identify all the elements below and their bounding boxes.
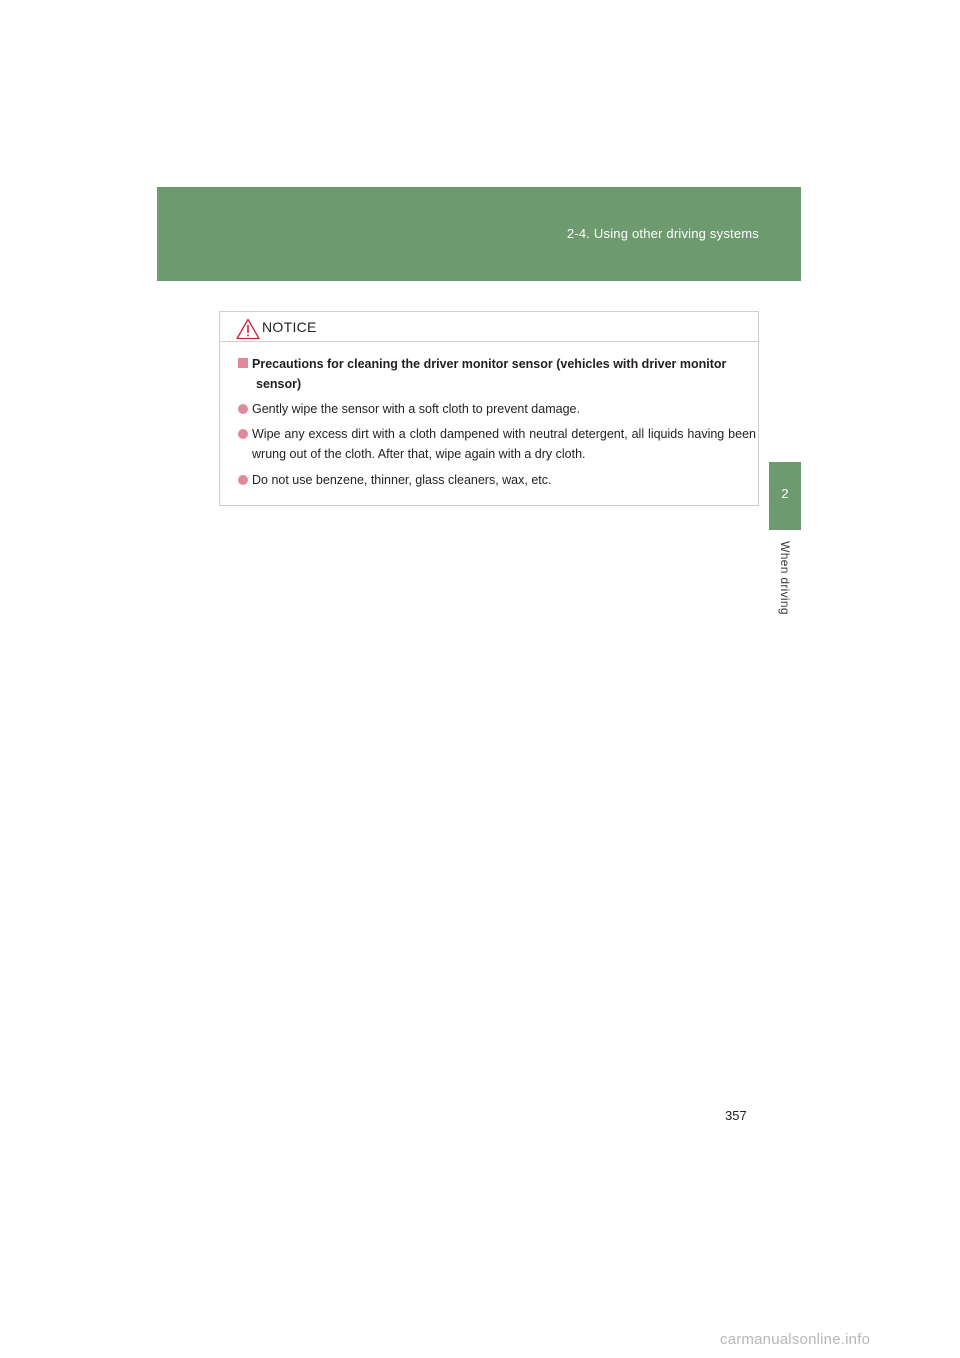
- header-band: [157, 187, 801, 281]
- watermark: carmanualsonline.info: [720, 1331, 871, 1348]
- chapter-tab: [769, 462, 801, 530]
- notice-label: NOTICE: [262, 319, 317, 335]
- notice-box: [219, 311, 759, 506]
- section-title-line1: Precautions for cleaning the driver monitor sensor (vehicles with driver monitor: [252, 357, 727, 371]
- bullet-dot-icon: [238, 404, 248, 414]
- section-title: 2-4. Using other driving systems: [566, 226, 759, 241]
- page-number: 357: [725, 1108, 747, 1123]
- list-item: [238, 424, 756, 464]
- list-item-text: Wipe any excess dirt with a cloth dampened with neutral detergent, all liquids having been wrung out of the cloth. After that, wipe again with a dry cloth.: [252, 427, 756, 461]
- square-bullet-icon: [238, 358, 248, 368]
- notice-section-title: [238, 354, 756, 394]
- warning-triangle-icon: [236, 318, 260, 340]
- chapter-label: When driving: [778, 541, 792, 615]
- bullet-dot-icon: [238, 475, 248, 485]
- list-item: [238, 470, 756, 490]
- list-item: [238, 399, 756, 419]
- notice-header: [220, 312, 758, 342]
- section-title-line2: sensor): [256, 377, 302, 391]
- list-item-text: Do not use benzene, thinner, glass cleaners, wax, etc.: [252, 473, 552, 487]
- list-item-text: Gently wipe the sensor with a soft cloth to prevent damage.: [252, 402, 580, 416]
- chapter-number: 2: [781, 486, 789, 501]
- bullet-dot-icon: [238, 429, 248, 439]
